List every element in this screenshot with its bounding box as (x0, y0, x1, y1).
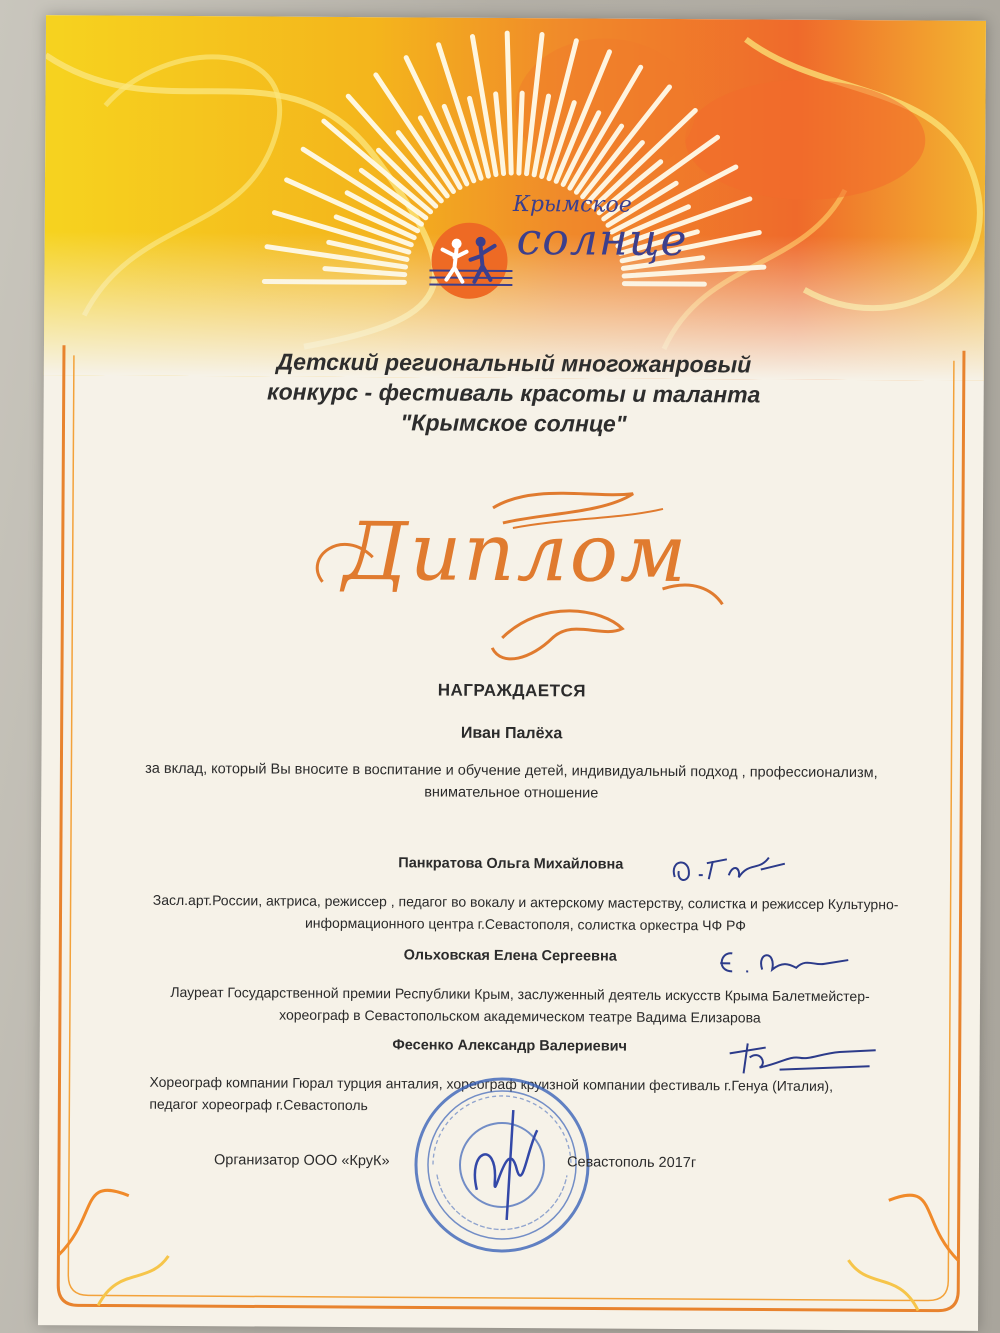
header-line-2: конкурс - фестиваль красоты и таланта (266, 378, 761, 408)
organizer-city-year: Севастополь 2017г (566, 1154, 697, 1172)
logo-top-word: Крымское (512, 191, 632, 218)
jury-description-1: Засл.арт.России, актриса, режиссер , педагог во вокалу и актерскому мастерству, солистка и режиссер Культурно-информационного центра г.Севастополя, солистка оркестра ЧФ РФ (152, 891, 899, 934)
organizer-label: Организатор ООО «КруК» (213, 1152, 390, 1170)
festival-logo (424, 187, 688, 308)
jury-description-2: Лауреат Государственной премии Республики Крым, заслуженный деятель искусств Крыма Балетмейстер-хореограф в Севастопольском академическом театре Вадима Елизарова (170, 983, 870, 1026)
signature-3 (720, 1033, 880, 1080)
jury-name-2: Ольховская Елена Сергеевна (403, 947, 617, 965)
signature-2 (712, 941, 852, 984)
jury-description-3: Хореограф компании Гюрал турция анталия, хореограф круизной компании фестиваль г.Генуа (Италия), педагог хореограф г.Севастополь (149, 1073, 834, 1114)
diploma-heading (302, 487, 733, 670)
logo-main-word: солнце (516, 214, 688, 267)
header-line-1: Детский региональный многожанровый (276, 348, 752, 378)
award-reason: за вклад, который Вы вносите в воспитание и обучение детей, индивидуальный подход , профессионализм, внимательное отношение (145, 760, 878, 802)
signature-1 (669, 849, 789, 890)
sun-dancers-emblem (424, 215, 515, 306)
diploma-sheet (38, 15, 986, 1331)
jury-name-3: Фесенко Александр Валериевич (392, 1037, 628, 1055)
header-line-3: "Крымское солнце" (400, 409, 627, 437)
diploma-title: Диплом (342, 504, 689, 601)
jury-name-1: Панкратова Ольга Михайловна (398, 855, 624, 873)
awarded-label: НАГРАЖДАЕТСЯ (437, 680, 587, 701)
recipient-name: Иван Палёха (460, 724, 563, 743)
